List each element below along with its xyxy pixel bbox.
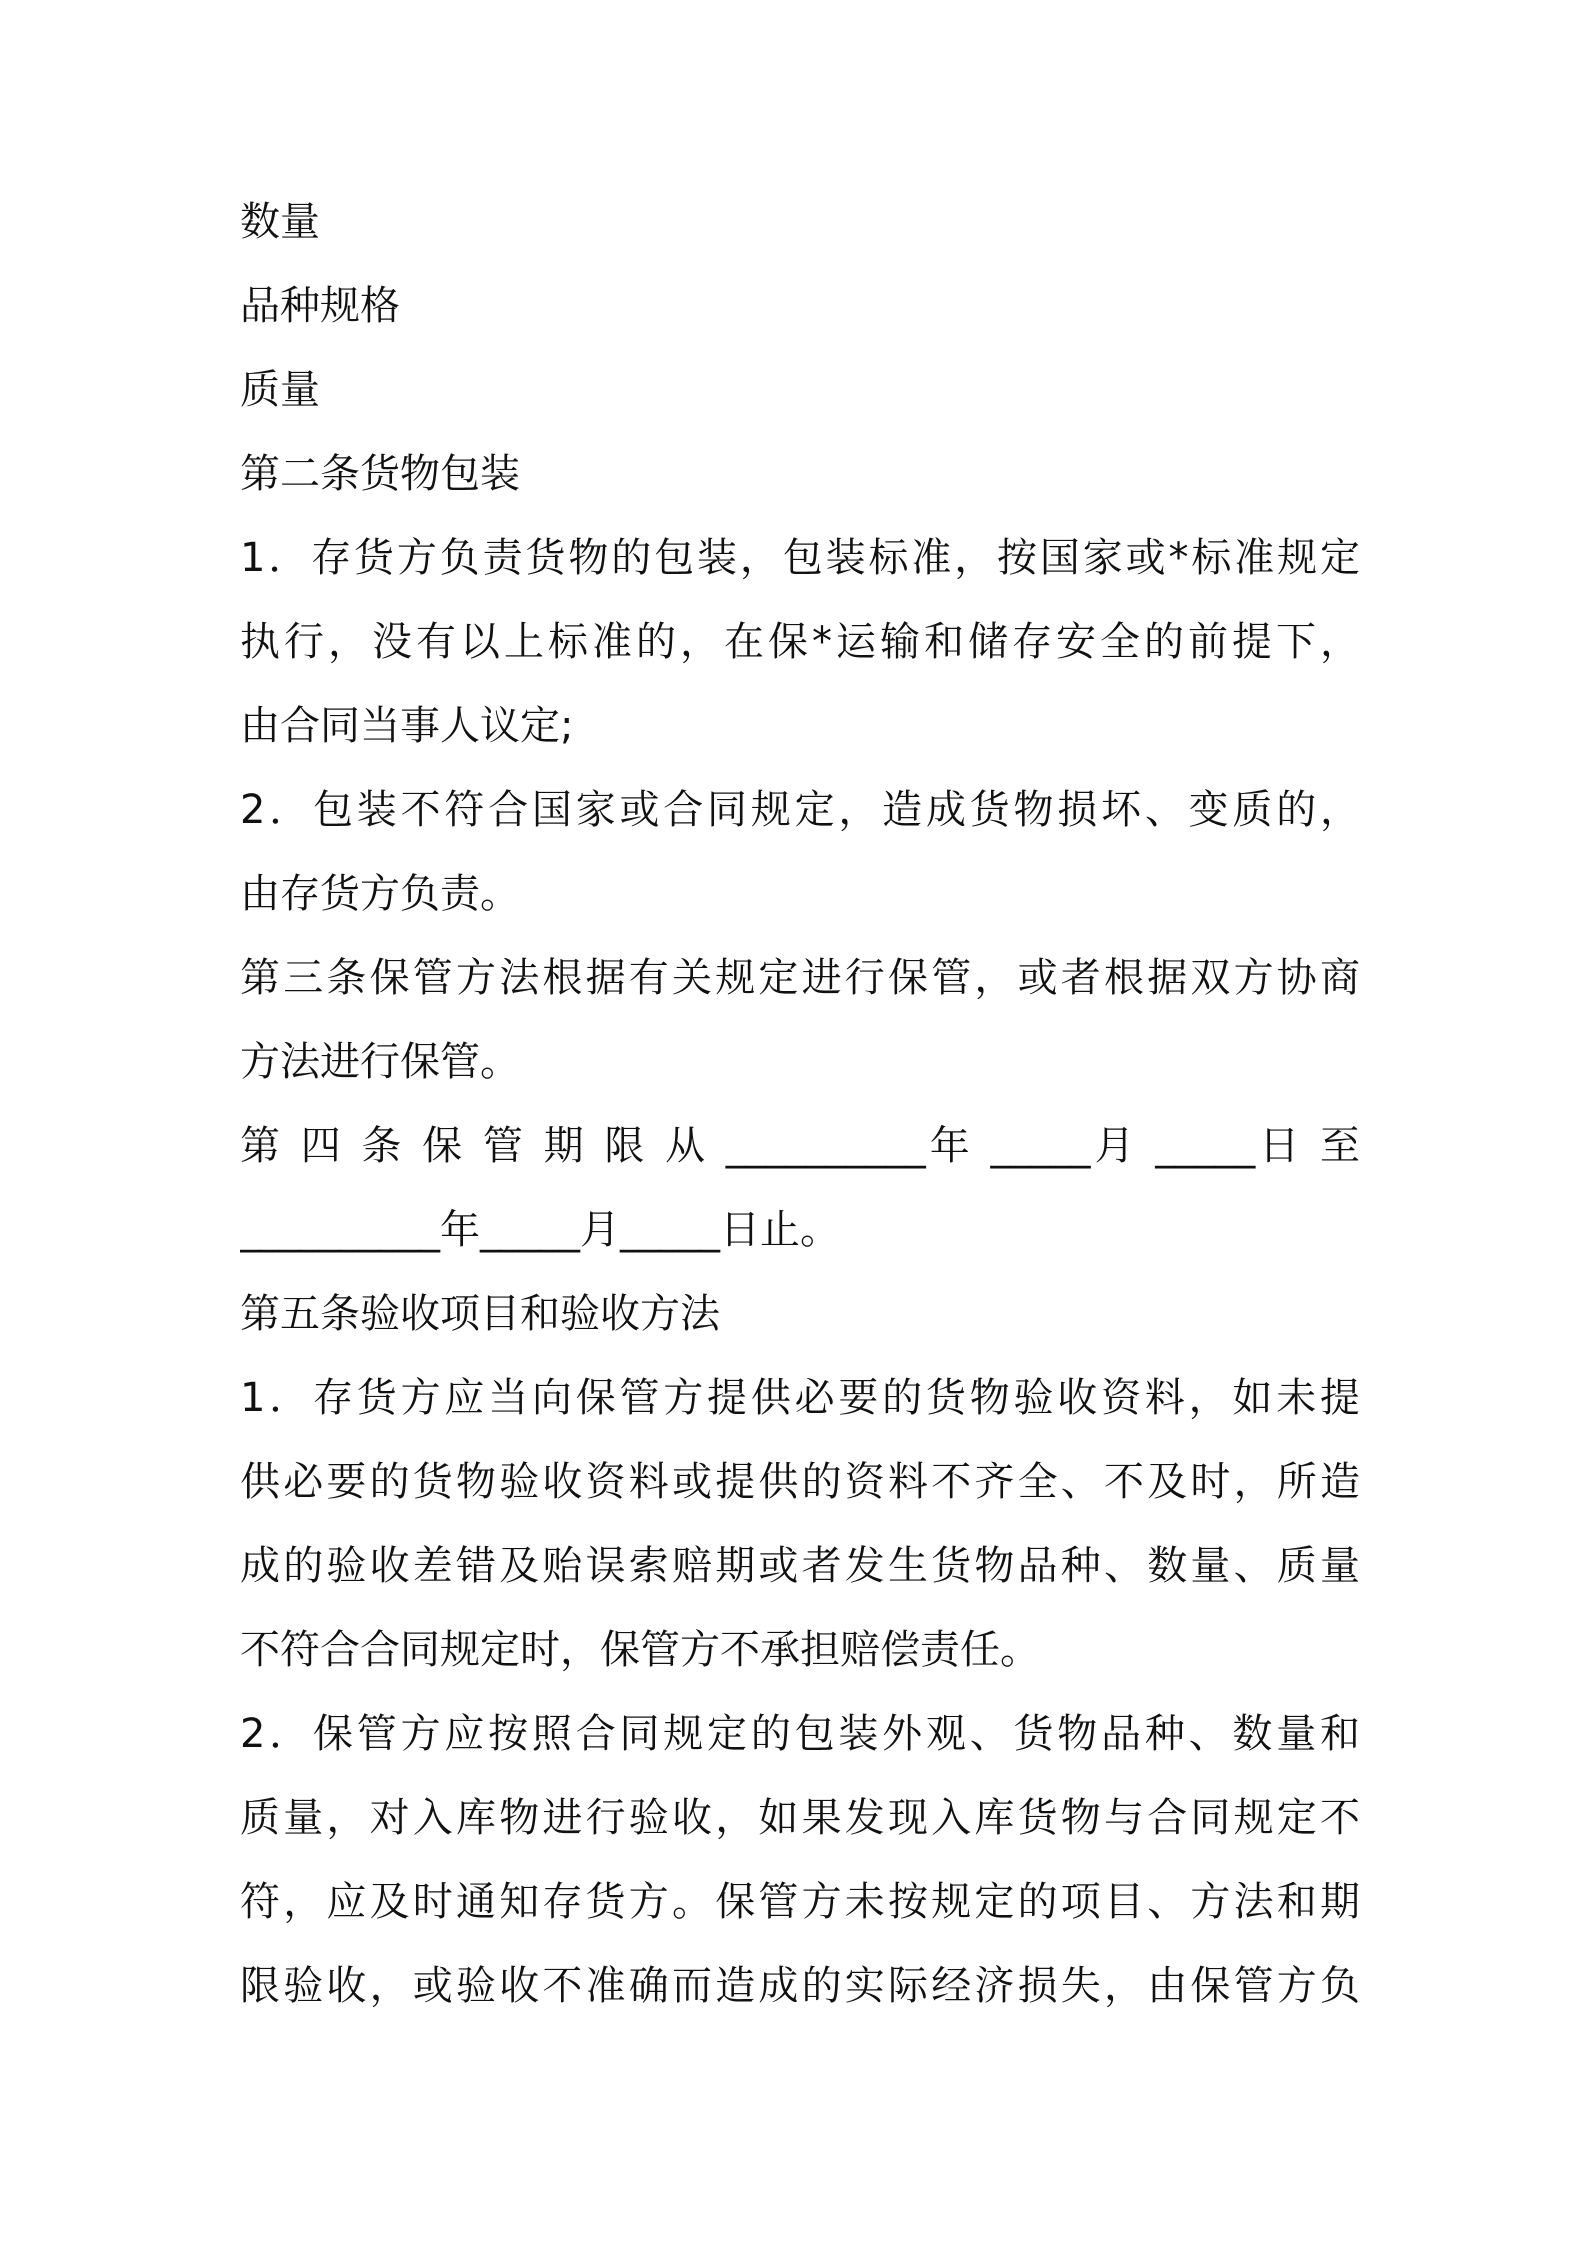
article-4-line-1: 第 四 条 保 管 期 限 从 __________年 _____月 _____日 至	[240, 1123, 1360, 1169]
article-5-item-2-line-2: 质量，对入库物进行验收，如果发现入库货物与合同规定不	[240, 1795, 1360, 1841]
article-4-line-2: __________年_____月_____日止。	[240, 1207, 840, 1253]
article-5-item-1-line-3: 成的验收差错及贻误索赔期或者发生货物品种、数量、质量	[240, 1543, 1360, 1589]
article-5-item-1-line-4: 不符合合同规定时，保管方不承担赔偿责任。	[240, 1627, 1040, 1673]
article-2-item-2-line-2: 由存货方负责。	[240, 871, 520, 917]
article-5-heading: 第五条验收项目和验收方法	[240, 1291, 720, 1337]
article-5-item-2-line-3: 符，应及时通知存货方。保管方未按规定的项目、方法和期	[240, 1879, 1360, 1925]
article-5-item-1-line-1: 1．存货方应当向保管方提供必要的货物验收资料，如未提	[240, 1375, 1360, 1421]
text-line-quantity: 数量	[240, 199, 320, 245]
text-line-variety-spec: 品种规格	[240, 283, 400, 329]
article-2-item-1-line-2: 执行，没有以上标准的，在保*运输和储存安全的前提下，	[240, 619, 1360, 665]
article-5-item-2-line-1: 2．保管方应按照合同规定的包装外观、货物品种、数量和	[240, 1711, 1360, 1757]
text-line-quality: 质量	[240, 367, 320, 413]
article-3-line-1: 第三条保管方法根据有关规定进行保管，或者根据双方协商	[240, 955, 1360, 1001]
document-page	[240, 180, 1360, 2028]
article-2-heading: 第二条货物包装	[240, 451, 520, 497]
article-5-item-1-line-2: 供必要的货物验收资料或提供的资料不齐全、不及时，所造	[240, 1459, 1360, 1505]
article-5-item-2-line-4: 限验收，或验收不准确而造成的实际经济损失，由保管方负	[240, 1963, 1360, 2009]
article-2-item-1-line-1: 1．存货方负责货物的包装，包装标准，按国家或*标准规定	[240, 535, 1360, 581]
article-2-item-1-line-3: 由合同当事人议定;	[240, 703, 574, 749]
article-3-line-2: 方法进行保管。	[240, 1039, 520, 1085]
article-2-item-2-line-1: 2．包装不符合国家或合同规定，造成货物损坏、变质的，	[240, 787, 1360, 833]
